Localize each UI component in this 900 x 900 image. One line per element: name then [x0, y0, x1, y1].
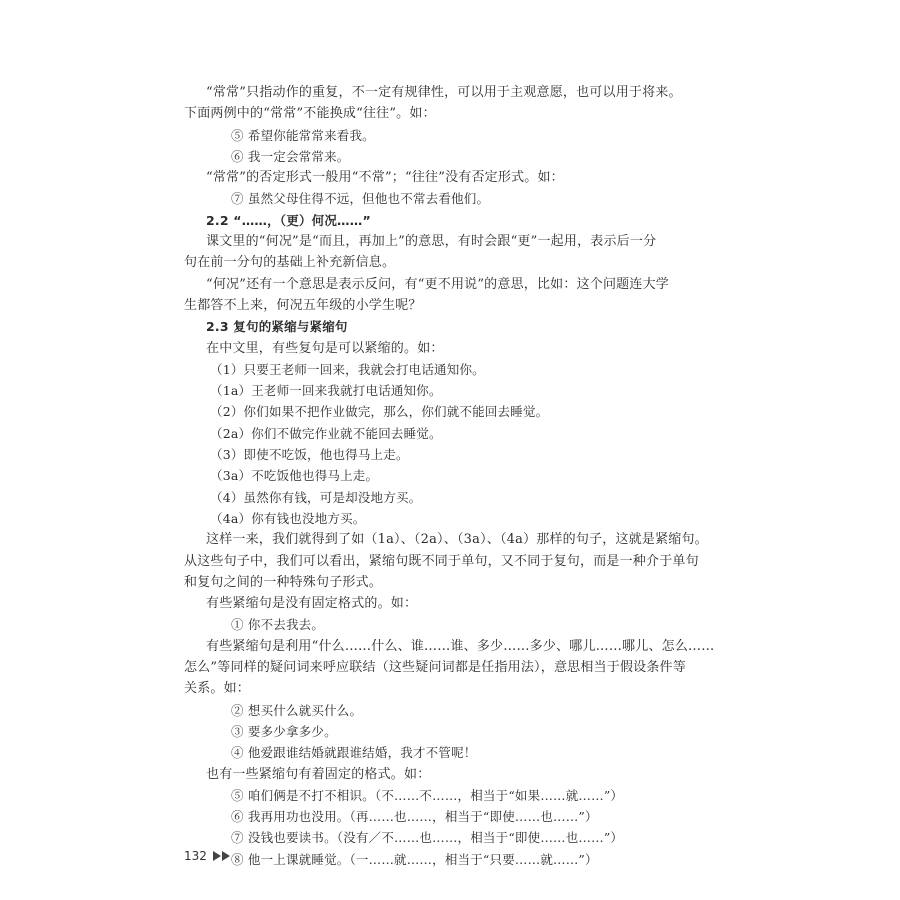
text-line: （4a）你有钱也没地方买。 — [210, 510, 366, 526]
text-line: ② 想买什么就买什么。 — [231, 702, 363, 718]
text-line: （2a）你们不做完作业就不能回去睡觉。 — [210, 425, 442, 441]
text-line: （1a）王老师一回来我就打电话通知你。 — [210, 383, 442, 399]
page-footer — [184, 849, 231, 863]
text-line: ⑧ 他一上课就睡觉。（一……就……，相当于“只要……就……”） — [231, 851, 598, 867]
text-line: 2.2 “……，（更）何况……” — [206, 212, 371, 228]
text-line: 下面两例中的“常常”不能换成“往往”。如： — [184, 106, 436, 122]
text-line: 句在前一分句的基础上补充新信息。 — [184, 255, 396, 271]
text-line: （3a）不吃饭他也得马上走。 — [210, 468, 379, 484]
text-line: 2.3 复句的紧缩与紧缩句 — [206, 319, 348, 335]
text-line: “常常”的否定形式一般用“不常”；“往往”没有否定形式。如： — [206, 170, 564, 186]
text-line: 和复句之间的一种特殊句子形式。 — [184, 574, 383, 590]
text-line: 这样一来，我们就得到了如（1a）、（2a）、（3a）、（4a）那样的句子，这就是紧缩句。 — [206, 532, 708, 548]
text-line: （1）只要王老师一回来，我就会打电话通知你。 — [210, 361, 485, 377]
text-line: 关系。如： — [184, 681, 251, 697]
text-line: 课文里的“何况”是“而且，再加上”的意思，有时会跟“更”一起用，表示后一分 — [206, 234, 657, 250]
text-line: “常常”只指动作的重复，不一定有规律性，可以用于主观意愿，也可以用于将来。 — [206, 85, 682, 100]
text-line: ⑦ 虽然父母住得不远，但他也不常去看他们。 — [231, 191, 490, 207]
text-line: 也有一些紧缩句有着固定的格式。如： — [206, 766, 431, 782]
text-line: （2）你们如果不把作业做完，那么，你们就不能回去睡觉。 — [210, 404, 549, 420]
text-line: 从这些句子中，我们可以看出，紧缩句既不同于单句，又不同于复句，而是一种介于单句 — [184, 553, 699, 569]
page-body — [184, 82, 716, 870]
text-line: “何况”还有一个意思是表示反问，有“更不用说”的意思，比如：这个问题连大学 — [206, 276, 669, 292]
text-line: 有些紧缩句是利用“什么……什么、谁……谁、多少……多少、哪儿……哪儿、怎么…… — [206, 638, 715, 654]
text-line: ⑦ 没钱也要读书。（没有／不……也……，相当于“即使……也……”） — [231, 830, 624, 846]
text-line: ⑥ 我一定会常常来。 — [231, 148, 350, 164]
text-line: （4）虽然你有钱，可是却没地方买。 — [210, 489, 422, 505]
text-line: （3）即使不吃饭，他也得马上走。 — [210, 447, 409, 463]
page-number: 132 — [184, 849, 207, 863]
text-line: 在中文里，有些复句是可以紧缩的。如： — [206, 340, 444, 356]
text-line: ⑤ 希望你能常常来看我。 — [231, 127, 375, 143]
double-chevron-right-icon — [213, 851, 231, 861]
text-line: ⑥ 我再用功也没用。（再……也……，相当于“即使……也……”） — [231, 809, 598, 825]
text-line: ④ 他爱跟谁结婚就跟谁结婚，我才不管呢！ — [231, 745, 477, 761]
text-line: ⑤ 咱们俩是不打不相识。（不……不……，相当于“如果……就……”） — [231, 787, 624, 803]
text-line: 生都答不上来，何况五年级的小学生呢？ — [184, 297, 422, 313]
text-line: ① 你不去我去。 — [231, 617, 325, 633]
text-line: 有些紧缩句是没有固定格式的。如： — [206, 596, 418, 612]
text-line: 怎么”等同样的疑问词来呼应联结（这些疑问词都是任指用法），意思相当于假设条件等 — [184, 660, 686, 676]
text-line: ③ 要多少拿多少。 — [231, 723, 337, 739]
